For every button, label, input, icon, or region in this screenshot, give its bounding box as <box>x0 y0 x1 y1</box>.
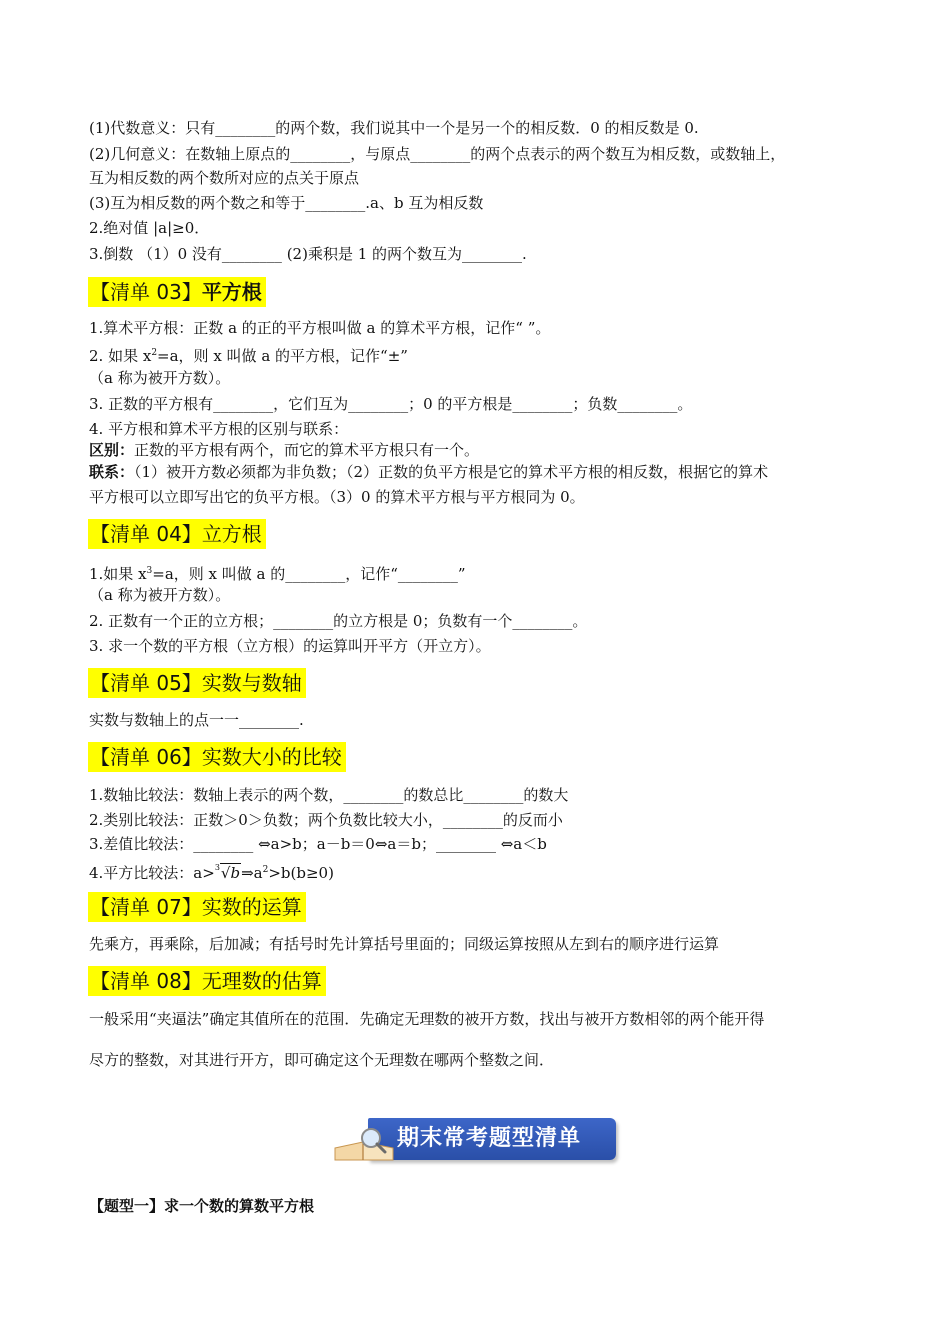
estimation-method-cont: 尽方的整数，对其进行开方，即可确定这个无理数在哪两个整数之间． <box>89 1051 555 1069</box>
radicand-note: （a 称为被开方数）。 <box>89 369 231 387</box>
cube-root-def: 1.如果 $x^3=a$，则 x 叫做 a 的________，记作“________” <box>89 565 466 583</box>
axis-comparison: 1.数轴比较法：数轴上表示的两个数，________的数总比________的数大 <box>89 786 569 804</box>
cube-radicand-note: （a 称为被开方数）。 <box>89 586 231 604</box>
opposite-sum-rule: (3)互为相反数的两个数之和等于________.a、b 互为相反数 <box>89 194 484 212</box>
opposite-geometric-meaning: (2)几何意义：在数轴上原点的________，与原点________的两个点表示的两个数互为相反数，或数轴上， <box>89 145 786 163</box>
operation-order: 先乘方，再乘除，后加减；有括号时先计算括号里面的；同级运算按照从左到右的顺序进行运算 <box>89 935 720 953</box>
cube-root-symbol: 3 <box>214 863 220 872</box>
banner-text: 期末常考题型清单 <box>397 1126 582 1151</box>
real-number-axis-line: 实数与数轴上的点一一________. <box>89 711 304 729</box>
relation-label: 联系： <box>89 463 135 481</box>
section-heading-06: 【清单 06】实数大小的比较 <box>88 742 346 772</box>
root-extraction-def: 3. 求一个数的平方根（立方根）的运算叫开平方（开立方）。 <box>89 637 491 655</box>
difference-label: 区别： <box>89 441 135 459</box>
reciprocal-rule: 3.倒数 （1）0 没有________ (2)乘积是 1 的两个数互为________. <box>89 245 527 263</box>
relation-line-cont: 平方根可以立即写出它的负平方根。（3）0 的算术平方根与平方根同为 0。 <box>89 488 585 506</box>
difference-comparison: 3.差值比较法：________ ⇔a>b；a－b＝0⇔a＝b；________ ⇔a＜b <box>89 835 547 853</box>
section-heading-05: 【清单 05】实数与数轴 <box>88 668 306 698</box>
book-magnifier-icon <box>333 1126 397 1162</box>
square-root-def: 2. 如果 $x^2=a$，则 x 叫做 a 的平方根，记作“±” <box>89 347 408 365</box>
section-heading-08: 【清单 08】无理数的估算 <box>88 966 326 996</box>
category-comparison: 2.类别比较法：正数＞0＞负数；两个负数比较大小，________的反而小 <box>89 811 563 829</box>
difference-and-relation-heading: 4. 平方根和算术平方根的区别与联系： <box>89 420 349 438</box>
section-heading-03 <box>88 277 266 307</box>
absolute-value-rule: 2.绝对值 |a|≥0． <box>89 219 210 237</box>
opposite-geometric-meaning-cont: 互为相反数的两个数所对应的点关于原点 <box>89 169 360 187</box>
exam-question-types-banner <box>333 1112 616 1162</box>
difference-line: 区别：正数的平方根有两个，而它的算术平方根只有一个。 <box>89 441 480 459</box>
opposite-algebraic-meaning: (1)代数意义：只有________的两个数，我们说其中一个是另一个的相反数．0 的相反数是 0. <box>89 119 699 137</box>
cube-root-properties: 2. 正数有一个正的立方根；________的立方根是 0；负数有一个________。 <box>89 612 588 630</box>
arithmetic-square-root-def: 1.算术平方根：正数 a 的正的平方根叫做 a 的算术平方根，记作“ ”。 <box>89 319 551 337</box>
square-root-properties: 3. 正数的平方根有________，它们互为________；0 的平方根是________；负数________。 <box>89 395 693 413</box>
section-heading-07: 【清单 07】实数的运算 <box>88 892 306 922</box>
section-bracket: 【清单 03】 <box>90 280 202 304</box>
root-expression: √b <box>220 864 241 882</box>
estimation-method: 一般采用“夹逼法”确定其值所在的范围．先确定无理数的被开方数，找出与被开方数相邻的两个能开得 <box>89 1010 765 1028</box>
square-comparison: 4.平方比较法：$a>^3√b\Rightarrow a^2>b(b\ge 0)$ <box>89 863 334 882</box>
section-title: 平方根 <box>201 280 262 304</box>
question-type-heading: 【题型一】求一个数的算数平方根 <box>89 1197 315 1215</box>
section-heading-04: 【清单 04】立方根 <box>88 519 266 549</box>
relation-line: 联系：（1）被开方数必须都为非负数；（2）正数的负平方根是它的算术平方根的相反数，根据它的算术 <box>89 463 769 481</box>
